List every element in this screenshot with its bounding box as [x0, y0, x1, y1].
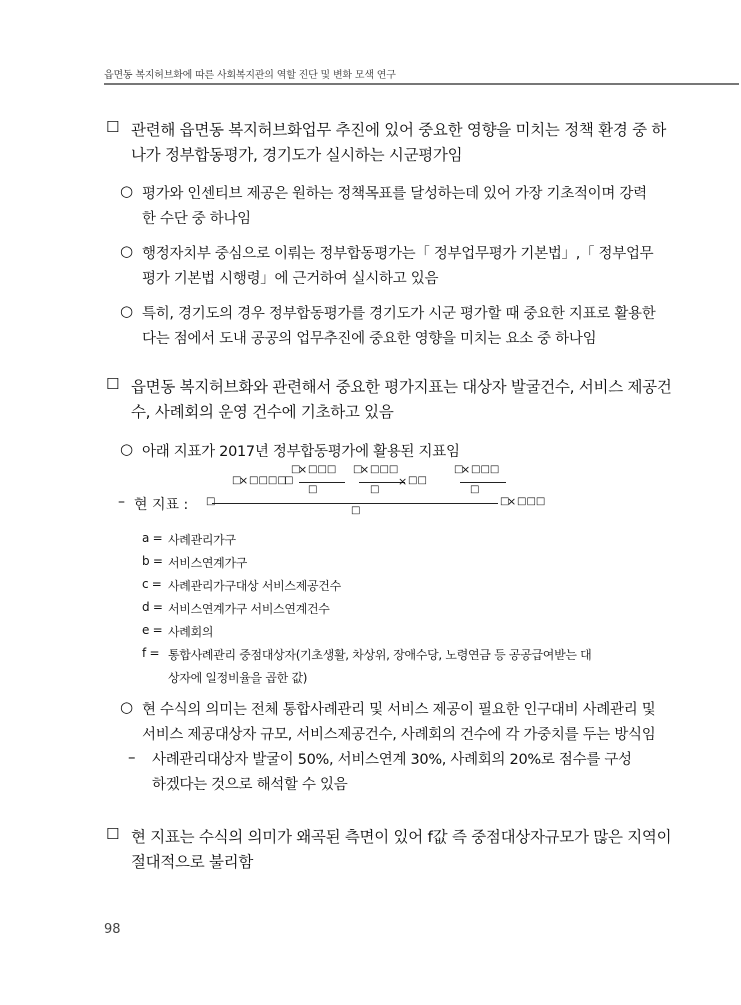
square-bullet-icon: ☐: [106, 118, 120, 136]
item-2-line-2: 평가 기본법 시행령」에 근거하여 실시하고 있음: [142, 271, 439, 287]
running-header: 읍면동 복지허브화에 따른 사회복지관의 역할 진단 및 변화 모색 연구: [104, 70, 396, 81]
circle-bullet-icon: ○: [120, 698, 134, 716]
definition-key: c =: [142, 577, 162, 591]
header-rule: [104, 83, 739, 85]
term-fraction-bar: [460, 482, 506, 483]
definition-key: e =: [142, 623, 163, 637]
times-symbol: ×: [507, 495, 517, 508]
circle-bullet-icon: ○: [120, 440, 134, 458]
meaning-sub-line-2: 하겠다는 것으로 해석할 수 있음: [152, 777, 348, 793]
times-symbol: ×: [360, 463, 370, 476]
term-fraction-bar: [299, 482, 345, 483]
definition-text: 통합사례관리 중점대상자(기초생활, 차상위, 장애수당, 노령연금 등 공공급여받는 대: [168, 648, 592, 662]
square-bullet-icon: ☐: [106, 825, 120, 843]
term-box: □: [308, 484, 318, 495]
formula-dash: –: [118, 494, 125, 510]
dash-bullet-icon: –: [128, 748, 136, 766]
item-1-line-2: 한 수단 중 하나임: [142, 211, 251, 227]
formula-box: □: [206, 496, 216, 507]
section-2-line-2: 수, 사례회의 운영 건수에 기초하고 있음: [131, 403, 394, 421]
definition-key: b =: [142, 554, 163, 568]
definition-text: 서비스연계가구 서비스연계건수: [168, 602, 330, 616]
circle-bullet-icon: ○: [120, 302, 134, 320]
definition-text-continued: 상자에 일정비율을 곱한 값): [168, 671, 308, 685]
term-box: □: [470, 484, 480, 495]
item-3-line-1: 특히, 경기도의 경우 정부합동평가를 경기도가 시군 평가할 때 중요한 지표로 활용한: [142, 306, 656, 322]
term-box: □: [370, 484, 380, 495]
times-symbol: ×: [239, 474, 249, 487]
fraction-bar: [212, 503, 498, 504]
section-1-line-1: 관련해 읍면동 복지허브화업무 추진에 있어 중요한 영향을 미치는 정책 환경 중 하: [131, 121, 667, 139]
term-squares: □□□: [308, 464, 337, 475]
meaning-line-2: 서비스 제공대상자 규모, 서비스제공건수, 사례회의 건수에 각 가중치를 두는 방식임: [142, 727, 656, 743]
definition-key: f =: [142, 646, 160, 660]
definition-text: 서비스연계가구: [168, 556, 248, 570]
item-3-line-2: 다는 점에서 도내 공공의 업무추진에 중요한 영향을 미치는 요소 중 하나임: [142, 331, 597, 347]
term-box: □: [291, 464, 301, 475]
item-4-line-1: 아래 지표가 2017년 정부합동평가에 활용된 지표임: [142, 444, 460, 460]
meaning-line-1: 현 수식의 의미는 전체 통합사례관리 및 서비스 제공이 필요한 인구대비 사례관리 및: [142, 702, 656, 718]
term-squares: □□: [408, 475, 427, 486]
numerator-box: □: [232, 475, 242, 486]
numerator-squares: □□□□: [249, 475, 287, 486]
definition-key: d =: [142, 600, 163, 614]
circle-bullet-icon: ○: [120, 242, 134, 260]
item-2-line-1: 행정자치부 중심으로 이뤄는 정부합동평가는「 정부업무평가 기본법」,「 정부업무: [142, 246, 654, 262]
term-squares: □□□: [471, 464, 500, 475]
definition-text: 사례관리가구대상 서비스제공건수: [168, 579, 341, 593]
numerator-box: □: [284, 475, 294, 486]
item-1-line-1: 평가와 인센티브 제공은 원하는 정책목표를 달성하는데 있어 가장 기초적이며 강력: [142, 186, 647, 202]
denominator-box: □: [351, 505, 361, 516]
index-formula: [108, 462, 548, 528]
final-line-2: 절대적으로 불리함: [131, 853, 254, 871]
trailing-box: □: [500, 496, 510, 507]
term-squares: □□□: [370, 464, 399, 475]
trailing-squares: □□□: [517, 496, 546, 507]
square-bullet-icon: ☐: [106, 375, 120, 393]
section-1-line-2: 나가 정부합동평가, 경기도가 실시하는 시군평가임: [131, 146, 463, 164]
times-symbol: ×: [461, 463, 471, 476]
definition-text: 사례관리가구: [168, 533, 236, 547]
formula-label: 현 지표 :: [134, 497, 189, 513]
term-box: □: [353, 464, 363, 475]
definition-key: a =: [142, 531, 163, 545]
times-symbol: ×: [298, 463, 308, 476]
definition-text: 사례회의: [168, 625, 214, 639]
meaning-sub-line-1: 사례관리대상자 발굴이 50%, 서비스연계 30%, 사례회의 20%로 점수를 구성: [152, 752, 632, 768]
circle-bullet-icon: ○: [120, 182, 134, 200]
section-2-line-1: 읍면동 복지허브화와 관련해서 중요한 평가지표는 대상자 발굴건수, 서비스 제공건: [131, 378, 672, 396]
page-number: 98: [104, 922, 121, 937]
times-symbol: ×: [398, 475, 408, 488]
term-box: □: [454, 464, 464, 475]
final-line-1: 현 지표는 수식의 의미가 왜곡된 측면이 있어 f값 즉 중점대상자규모가 많은 지역이: [131, 828, 672, 846]
